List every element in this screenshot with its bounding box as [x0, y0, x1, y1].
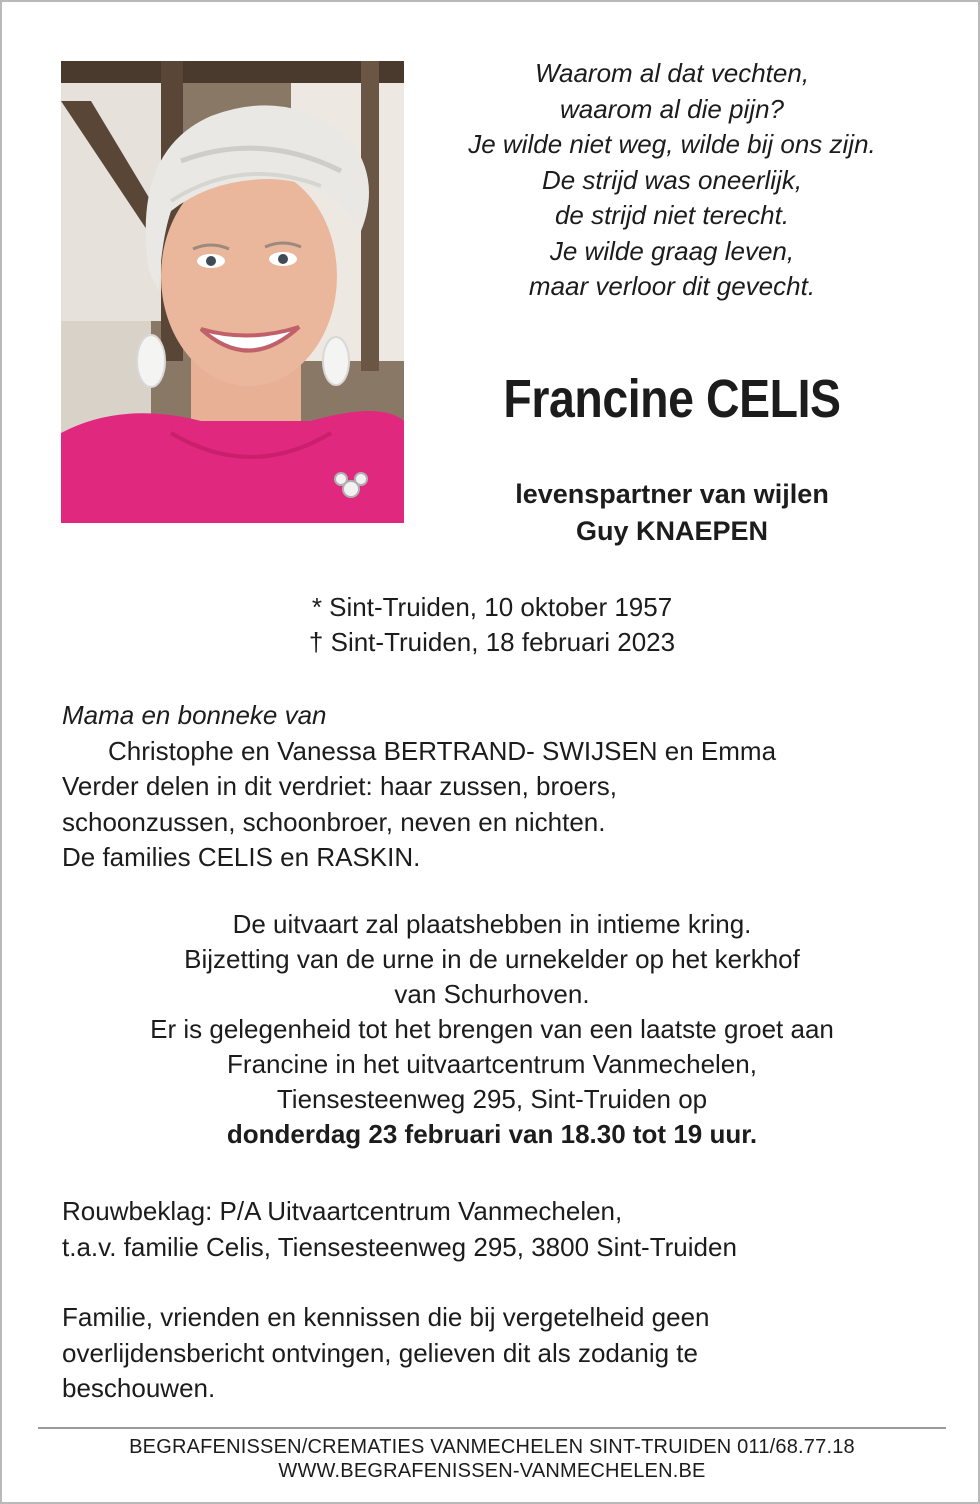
- poem-line: Je wilde niet weg, wilde bij ons zijn.: [468, 129, 876, 159]
- condolences-line: Rouwbeklag: P/A Uitvaartcentrum Vanmechelen,: [62, 1196, 623, 1226]
- family-intro: Mama en bonneke van: [62, 700, 327, 730]
- footer-divider: [38, 1427, 946, 1429]
- funeral-line: Francine in het uitvaartcentrum Vanmechelen,: [227, 1049, 757, 1079]
- memorial-poem: [412, 56, 932, 305]
- funeral-home-contact: BEGRAFENISSEN/CREMATIES VANMECHELEN SINT-TRUIDEN 011/68.77.18: [129, 1436, 855, 1458]
- birth-date: * Sint-Truiden, 10 oktober 1957: [311, 592, 673, 622]
- poem-line: Je wilde graag leven,: [549, 235, 795, 266]
- condolences-line: t.a.v. familie Celis, Tiensesteenweg 295, 3800 Sint-Truiden: [62, 1231, 737, 1262]
- family-others: schoonzussen, schoonbroer, neven en nichten.: [62, 806, 606, 837]
- funeral-line: De uitvaart zal plaatshebben in intieme kring.: [232, 909, 752, 939]
- funeral-line: Bijzetting van de urne in de urnekelder op het kerkhof: [184, 944, 800, 974]
- funeral-line: Tiensesteenweg 295, Sint-Truiden op: [276, 1084, 708, 1114]
- funeral-line: Er is gelegenheid tot het brengen van een laatste groet aan: [150, 1014, 834, 1044]
- partner-name: Guy KNAEPEN: [575, 516, 769, 546]
- notice-text: [62, 1300, 942, 1407]
- family-section: [62, 698, 942, 876]
- funeral-home-footer: [2, 1435, 980, 1483]
- family-names: De families CELIS en RASKIN.: [62, 842, 421, 872]
- poem-line: de strijd niet terecht.: [554, 200, 790, 230]
- poem-line: waarom al die pijn?: [559, 93, 784, 124]
- notice-line: Familie, vrienden en kennissen die bij vergetelheid geen: [62, 1302, 710, 1332]
- notice-line: beschouwen.: [62, 1373, 216, 1403]
- portrait-photo: [61, 61, 404, 523]
- death-date: † Sint-Truiden, 18 februari 2023: [308, 627, 676, 657]
- poem-line: maar verloor dit gevecht.: [528, 271, 816, 301]
- visitation-time: donderdag 23 februari van 18.30 tot 19 uur.: [226, 1119, 758, 1149]
- partner-relation: levenspartner van wijlen: [515, 479, 829, 509]
- life-dates: [2, 590, 980, 660]
- poem-line: Waarom al dat vechten,: [534, 58, 810, 88]
- funeral-section: [2, 907, 980, 1152]
- condolences-address: [62, 1194, 942, 1265]
- partner-info: [417, 476, 927, 550]
- funeral-line: van Schurhoven.: [394, 979, 590, 1009]
- notice-line: overlijdensbericht ontvingen, gelieven dit als zodanig te: [62, 1337, 698, 1368]
- family-children: Christophe en Vanessa BERTRAND- SWIJSEN en Emma: [108, 735, 777, 766]
- poem-line: De strijd was oneerlijk,: [541, 164, 803, 195]
- funeral-home-website: WWW.BEGRAFENISSEN-VANMECHELEN.BE: [278, 1460, 706, 1482]
- family-others: Verder delen in dit verdriet: haar zussen, broers,: [62, 771, 617, 801]
- deceased-name: Francine CELIS: [503, 369, 841, 429]
